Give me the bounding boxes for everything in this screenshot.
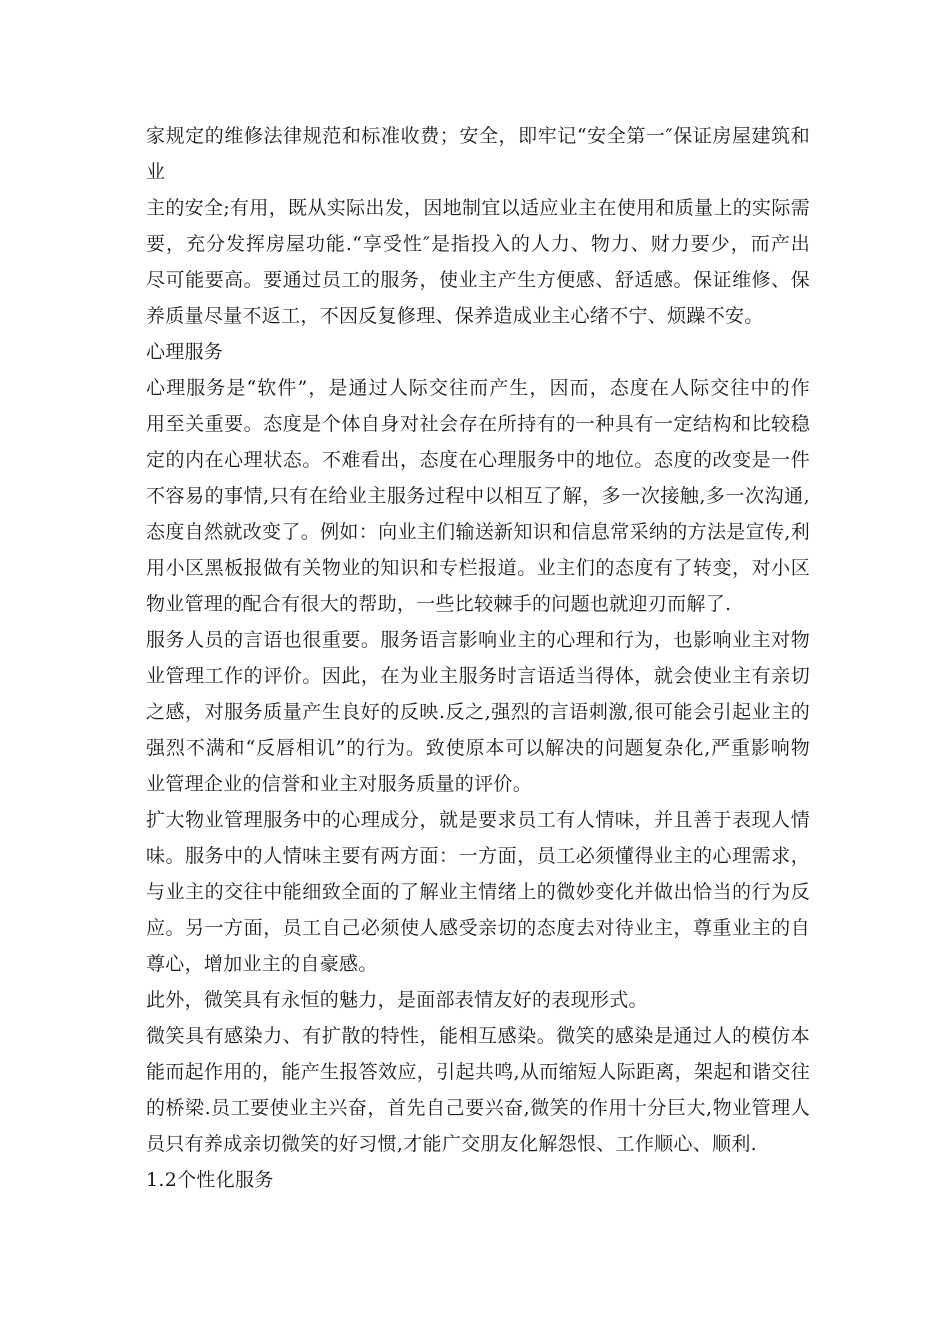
text-line: 业管理工作的评价。因此，在为业主服务时言语适当得体，就会使业主有亲切 [146, 665, 810, 687]
text-line: 味。服务中的人情味主要有两方面：一方面，员工必须懂得业主的心理需求， [146, 845, 810, 867]
document-body [146, 118, 810, 1198]
section-heading: 心理服务 [146, 341, 224, 363]
text-line: 用小区黑板报做有关物业的知识和专栏报道。业主们的态度有了转变，对小区 [146, 557, 810, 579]
text-line: 心理服务是“软件”，是通过人际交往而产生，因而，态度在人际交往中的作 [146, 377, 810, 399]
text-line: 态度自然就改变了。例如：向业主们输送新知识和信息常采纳的方法是宣传,利 [146, 521, 810, 543]
text-line: 之感，对服务质量产生良好的反映.反之,强烈的言语刺激,很可能会引起业主的 [146, 701, 810, 723]
text-line: 用至关重要。态度是个体自身对社会存在所持有的一种具有一定结构和比较稳 [146, 413, 810, 435]
text-line: 要，充分发挥房屋功能.“享受性″是指投入的人力、物力、财力要少，而产出 [146, 233, 810, 255]
text-line: 尊心，增加业主的自豪感。 [146, 953, 378, 975]
text-line: 尽可能要高。要通过员工的服务，使业主产生方便感、舒适感。保证维修、保 [146, 269, 810, 291]
section-heading: 1.2个性化服务 [146, 1169, 274, 1191]
text-line: 定的内在心理状态。不难看出，态度在心理服务中的地位。态度的改变是一件 [146, 449, 810, 471]
text-line: 应。另一方面，员工自己必须使人感受亲切的态度去对待业主，尊重业主的自 [146, 917, 810, 939]
text-line: 服务人员的言语也很重要。服务语言影响业主的心理和行为，也影响业主对物 [146, 629, 810, 651]
text-line: 物业管理的配合有很大的帮助，一些比较棘手的问题也就迎刃而解了. [146, 593, 732, 615]
text-line: 扩大物业管理服务中的心理成分，就是要求员工有人情味，并且善于表现人情 [146, 809, 810, 831]
text-line: 养质量尽量不返工，不因反复修理、保养造成业主心绪不宁、烦躁不安。 [146, 305, 764, 327]
text-line: 与业主的交往中能细致全面的了解业主情绪上的微妙变化并做出恰当的行为反 [146, 881, 810, 903]
text-line: 强烈不满和“反唇相讥”的行为。致使原本可以解决的问题复杂化,严重影响物 [146, 737, 810, 759]
text-line: 业 [146, 161, 166, 183]
text-line: 不容易的事情,只有在给业主服务过程中以相互了解，多一次接触,多一次沟通, [146, 485, 810, 507]
text-line: 主的安全;有用，既从实际出发，因地制宜以适应业主在使用和质量上的实际需 [146, 197, 810, 219]
text-line: 家规定的维修法律规范和标准收费；安全，即牢记“安全第一″保证房屋建筑和 [146, 125, 810, 147]
text-line: 微笑具有感染力、有扩散的特性，能相互感染。微笑的感染是通过人的模仿本 [146, 1025, 810, 1047]
text-line: 此外，微笑具有永恒的魅力，是面部表情友好的表现形式。 [146, 989, 648, 1011]
text-line: 业管理企业的信誉和业主对服务质量的评价。 [146, 773, 533, 795]
text-line: 的桥梁.员工要使业主兴奋，首先自己要兴奋,微笑的作用十分巨大,物业管理人 [146, 1097, 810, 1119]
text-line: 能而起作用的，能产生报答效应，引起共鸣,从而缩短人际距离，架起和谐交往 [146, 1061, 810, 1083]
text-line: 员只有养成亲切微笑的好习惯,才能广交朋友化解怨恨、工作顺心、顺利. [146, 1133, 757, 1155]
